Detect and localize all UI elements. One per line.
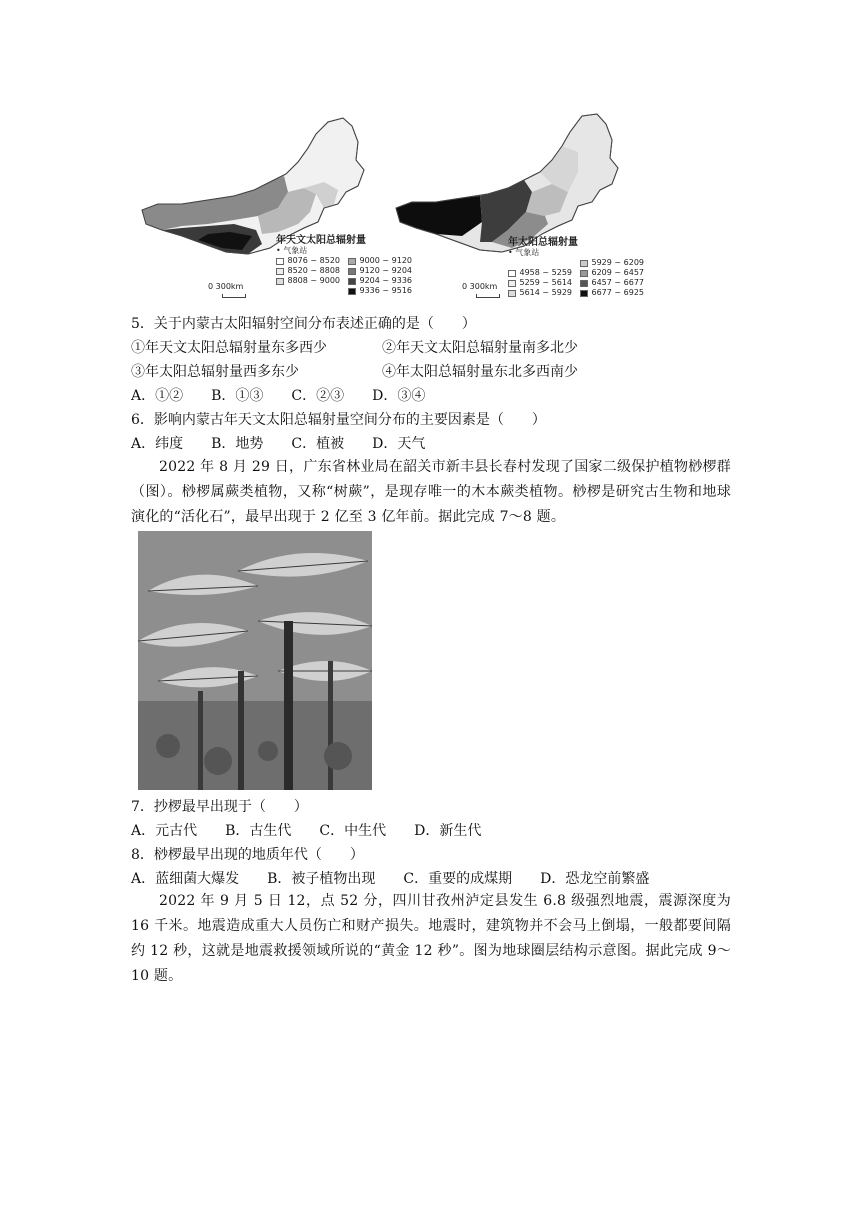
question-5-option-1: ①年天文太阳总辐射量东多西少 — [131, 340, 327, 356]
question-5-option-4: ④年太阳总辐射量东北多西南少 — [382, 364, 578, 380]
map1-scale-label: 0 300km — [208, 282, 244, 291]
map1-class-2: 8520 ~ 8808 — [287, 266, 340, 275]
map1-station-label: • 气象站 — [276, 246, 308, 255]
map2-class-2: 5259 ~ 5614 — [519, 278, 572, 287]
passage-earthquake: 2022 年 9 月 5 日 12，点 52 分，四川甘孜州泸定县发生 6.8 级强烈地震，震源深度为 16 千米。地震造成重大人员伤亡和财产损失。地震时，建筑物并不会马上倒塌，一般都要间隔约 12 秒，这就是地震救援领域所说的“黄金 12 秒”。图为地球圈层结构示意图。据此完成 9～10 题。 — [131, 893, 731, 984]
map2-legend — [508, 238, 644, 298]
question-7-stem: 7．抄椤最早出现于（ ） — [131, 799, 308, 815]
question-5-option-3: ③年太阳总辐射量西多东少 — [131, 364, 299, 380]
map2-class-6: 6457 ~ 6677 — [591, 278, 644, 287]
map2-class-3: 5614 ~ 5929 — [519, 288, 572, 297]
question-8-choices: A．蓝细菌大爆发 B．被子植物出现 C．重要的成煤期 D．恐龙空前繁盛 — [131, 871, 650, 887]
map2-class-5: 6209 ~ 6457 — [591, 268, 644, 277]
map2-legend-title: 年太阳总辐射量 — [508, 237, 578, 248]
tree-fern-image — [138, 531, 372, 790]
question-5-stem: 5．关于内蒙古太阳辐射空间分布表述正确的是（ ） — [131, 316, 476, 332]
map1-class-7: 9336 ~ 9516 — [359, 286, 412, 295]
map2-scale-label: 0 300km — [462, 282, 498, 291]
passage-tree-fern: 2022 年 8 月 29 日，广东省林业局在韶关市新丰县长春村发现了国家二级保护植物桫椤群（图）。桫椤属蕨类植物，又称“树蕨”，是现存唯一的木本蕨类植物。桫椤是研究古生物和地球演化的“活化石”，最早出现于 2 亿至 3 亿年前。据此完成 7～8 题。 — [131, 459, 731, 525]
tree-fern-photo — [138, 531, 372, 790]
map1-legend-title: 年天文太阳总辐射量 — [276, 235, 366, 246]
question-8-stem: 8．桫椤最早出现的地质年代（ ） — [131, 847, 364, 863]
map1-scale-bar — [208, 282, 243, 291]
question-6-choices: A．纬度 B．地势 C．植被 D．天气 — [131, 436, 426, 452]
map1-class-5: 9120 ~ 9204 — [359, 266, 412, 275]
map1-class-6: 9204 ~ 9336 — [359, 276, 412, 285]
map2-station-label: • 气象站 — [508, 248, 540, 257]
question-5-option-2: ②年天文太阳总辐射量南多北少 — [382, 340, 578, 356]
map2-class-4: 5929 ~ 6209 — [591, 258, 644, 267]
map1-class-1: 8076 ~ 8520 — [287, 256, 340, 265]
map2-scale-bar — [462, 282, 497, 291]
question-5-choices: A．①② B．①③ C．②③ D．③④ — [131, 388, 426, 404]
map1-class-4: 9000 ~ 9120 — [359, 256, 412, 265]
map2-class-1: 4958 ~ 5259 — [519, 268, 572, 277]
map2-class-7: 6677 ~ 6925 — [591, 288, 644, 297]
question-6-stem: 6．影响内蒙古年天文太阳总辐射量空间分布的主要因素是（ ） — [131, 412, 546, 428]
map1-class-3: 8808 ~ 9000 — [287, 276, 340, 285]
question-7-choices: A．元古代 B．古生代 C．中生代 D．新生代 — [131, 823, 482, 839]
